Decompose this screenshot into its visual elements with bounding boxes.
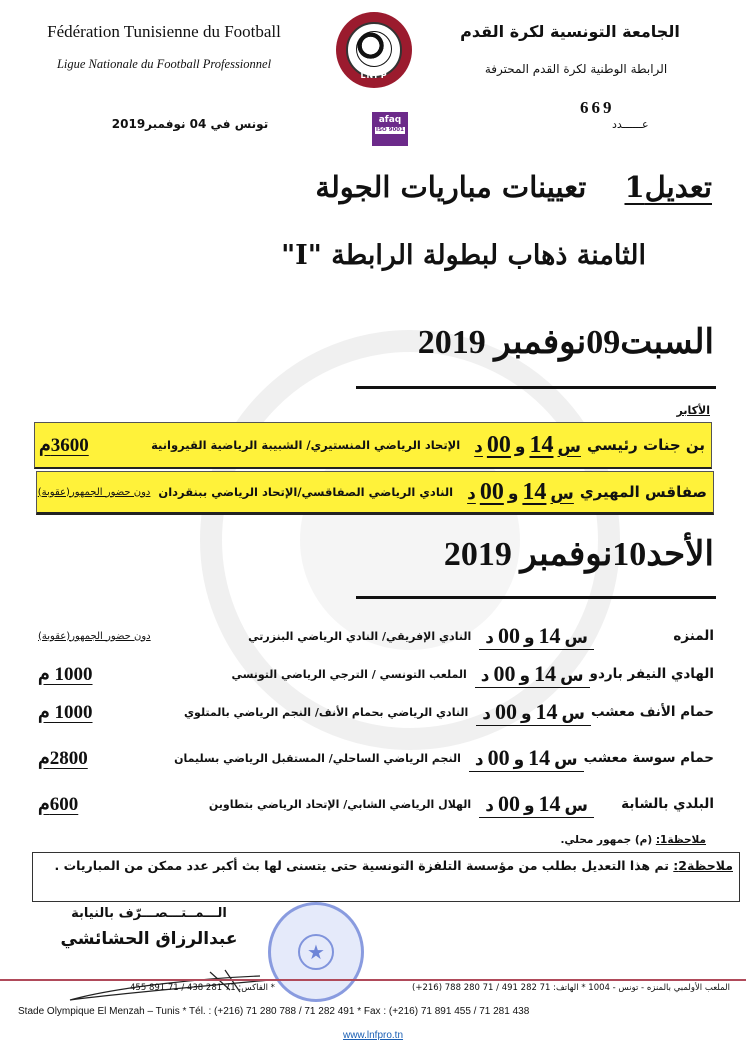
time-separator: و — [519, 665, 531, 686]
note-2-label: ملاحظة2: — [673, 858, 733, 873]
minute-label: د — [485, 627, 494, 648]
afaq-brand: afaq — [378, 115, 402, 125]
amendment-number: 1 — [624, 170, 645, 204]
match-row — [34, 786, 714, 822]
match-venue: حمام سوسة معشب — [583, 750, 714, 766]
hour-value: 14 — [538, 790, 561, 816]
match-teams: الملعب التونسي / الترجي الرياضي التونسي — [231, 667, 467, 681]
league-name-ar: الرابطة الوطنية لكرة القدم المحترفة — [484, 62, 668, 76]
hour-label: س — [564, 795, 588, 816]
time-separator: و — [513, 749, 525, 770]
crowd-limit: 600م — [38, 793, 79, 815]
match-venue: حمام الأنف معشب — [591, 704, 714, 720]
hour-value: 14 — [528, 744, 551, 770]
main-title: تعيينات مباريات الجولة — [315, 170, 587, 204]
hour-label: س — [557, 436, 581, 457]
match-teams: الهلال الرياضي الشابي/ الإتحاد الرياضي بتطاوين — [208, 797, 472, 811]
page-title — [315, 170, 712, 204]
afaq-iso-badge — [372, 112, 408, 146]
signer-title: الـــمــتـــصـــرّف بالنيابة — [71, 906, 227, 921]
day-divider — [356, 386, 716, 389]
iso-standard: ISO 9001 — [376, 127, 404, 133]
star-icon: ★ — [298, 934, 334, 970]
football-icon — [356, 31, 392, 67]
crowd-restriction: دون حضور الجمهور(عقوبة) — [37, 486, 151, 498]
hour-value: 14 — [522, 478, 547, 505]
crowd-restriction: دون حضور الجمهور(عقوبة) — [38, 630, 151, 642]
note-1-label: ملاحظة1: — [655, 834, 706, 846]
match-venue: البلدي بالشابة — [621, 796, 714, 812]
hour-value: 14 — [538, 622, 561, 648]
minute-value: 00 — [493, 660, 516, 686]
match-time — [479, 791, 594, 818]
day-divider — [356, 596, 716, 599]
crowd-limit: 3600م — [39, 434, 89, 456]
note-1 — [560, 834, 706, 846]
page-subtitle: الثامنة ذهاب لبطولة الرابطة "I" — [281, 240, 646, 271]
footer-fax-ar: * الفاكس: 71 281 438 / 71 891 455 — [130, 983, 275, 993]
match-row — [34, 694, 714, 730]
hour-label: س — [560, 665, 584, 686]
minute-label: د — [482, 703, 491, 724]
match-time — [469, 745, 584, 772]
match-row — [34, 422, 712, 469]
minute-label: د — [480, 665, 490, 686]
hour-label: س — [561, 703, 586, 724]
time-separator: و — [514, 436, 526, 457]
match-time — [479, 623, 594, 650]
match-teams: النادي الرياضي بحمام الأنف/ النجم الرياضي بالمتلوي — [183, 705, 469, 719]
document-date: تونس في 04 نوفمبر2019 — [111, 117, 269, 131]
lnfp-logo-text: LNFP — [360, 71, 388, 80]
hour-label: س — [564, 627, 588, 648]
hour-label: س — [550, 483, 574, 504]
match-teams: النجم الرياضي الساحلي/ المستقبل الرياضي بسليمان — [174, 751, 461, 765]
time-separator: و — [507, 483, 519, 504]
minute-label: د — [474, 749, 484, 770]
day-heading-saturday: السبت09نوفمبر 2019 — [417, 324, 714, 361]
match-row — [34, 656, 714, 692]
minute-value: 00 — [497, 622, 520, 648]
website-link[interactable]: www.lnfpro.tn — [342, 1030, 404, 1041]
minute-label: د — [485, 795, 494, 816]
footer-address-fr: Stade Olympique El Menzah – Tunis * Tél. : (+216) 71 280 788 / 71 282 491 * Fax : (+216) 71 891 455 / 71 281 438 — [18, 1006, 530, 1017]
match-time — [476, 699, 591, 726]
footer-divider — [0, 979, 746, 981]
day-heading-sunday: الأحد10نوفمبر 2019 — [443, 536, 714, 573]
match-time — [461, 479, 580, 506]
federation-name-fr: Fédération Tunisienne du Football — [47, 22, 281, 41]
hour-label: س — [554, 749, 578, 770]
match-row — [36, 471, 714, 515]
reference-label: عــــــدد — [612, 118, 649, 131]
match-venue: بن جنات رئيسي — [586, 436, 705, 454]
match-row — [34, 618, 714, 654]
hour-value: 14 — [534, 660, 557, 686]
match-venue: المنزه — [673, 628, 714, 644]
minute-value: 00 — [486, 431, 511, 458]
footer-address-ar: الملعب الأولمبي بالمنزه - تونس - 1004 * الهاتف: 71 282 491 / 71 280 788 (216+) — [412, 983, 730, 993]
signer-name: عبدالرزاق الحشائشي — [60, 929, 238, 949]
minute-value: 00 — [494, 698, 517, 724]
minute-value: 00 — [497, 790, 520, 816]
crowd-limit: 2800م — [38, 747, 88, 769]
minute-value: 00 — [487, 744, 510, 770]
time-separator: و — [523, 627, 535, 648]
league-name-fr: Ligue Nationale du Football Professionnel — [56, 57, 272, 71]
note-2-box — [32, 852, 740, 902]
note-2-text: تم هذا التعديل بطلب من مؤسسة التلفزة التونسية حتى يتسنى لها بث أكبر عدد ممكن من المباريات . — [54, 858, 674, 873]
category-label: الأكابر — [676, 404, 710, 417]
amendment-word: تعديل — [644, 170, 712, 204]
hour-value: 14 — [535, 698, 558, 724]
reference-number: 669 — [580, 98, 615, 117]
match-venue: صفاقس المهيري — [579, 483, 707, 501]
crowd-limit: 1000 م — [38, 701, 93, 723]
minute-value: 00 — [479, 478, 504, 505]
match-teams: الإتحاد الرياضي المنستيري/ الشبيبة الرياضية القيروانية — [151, 438, 461, 452]
hour-value: 14 — [529, 431, 554, 458]
match-venue: الهادي النيفر باردو — [589, 666, 714, 682]
minute-label: د — [467, 483, 476, 504]
match-time — [475, 661, 590, 688]
match-teams: النادي الرياضي الصفاقسي/الإتحاد الرياضي ببنقردان — [158, 485, 454, 499]
crowd-limit: 1000 م — [38, 663, 93, 685]
match-teams: النادي الإفريقي/ النادي الرياضي البنزرتي — [248, 629, 472, 643]
time-separator: و — [520, 703, 532, 724]
note-1-text: (م) جمهور محلي. — [560, 834, 656, 846]
time-separator: و — [523, 795, 535, 816]
match-time — [468, 432, 587, 459]
amendment-label — [624, 170, 712, 204]
federation-name-ar: الجامعة التونسية لكرة القدم — [460, 22, 680, 41]
match-row — [34, 740, 714, 776]
minute-label: د — [474, 436, 483, 457]
